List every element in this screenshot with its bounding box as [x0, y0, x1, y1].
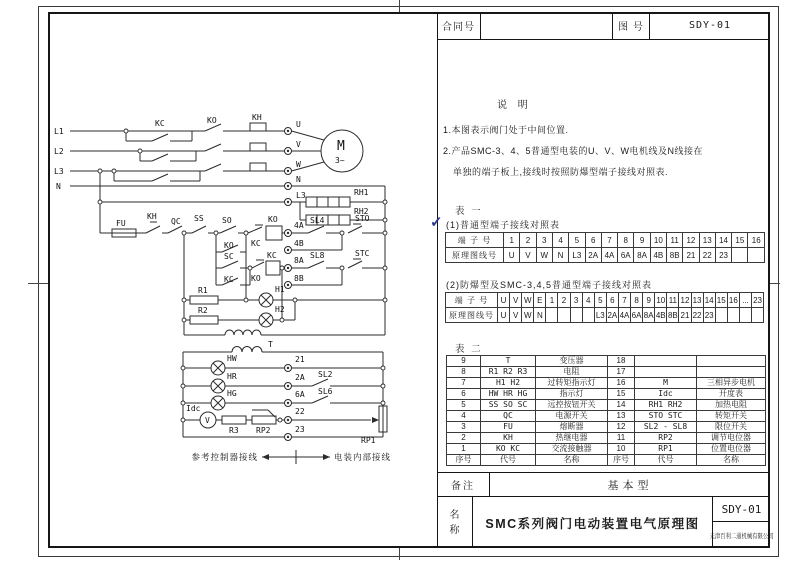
label-term-8b: 8B: [294, 274, 304, 283]
terminal-cell: W: [522, 293, 534, 308]
wire-cell: V: [510, 308, 522, 323]
code: R1 R2 R3: [481, 367, 536, 378]
terminal-cell: E: [534, 293, 546, 308]
label-kc-coil: KC: [267, 251, 277, 260]
wire-cell: 4B: [655, 308, 667, 323]
component-list-table: [446, 355, 766, 466]
seq-no: 15: [608, 389, 635, 400]
name-row: [437, 497, 774, 548]
secondary-circuit-box: [183, 352, 383, 437]
wire-cell: 22: [691, 308, 703, 323]
terminal-table-explosionproof: [445, 292, 764, 323]
registration-mark-right: [770, 283, 780, 284]
terminal-cell: 8: [618, 233, 634, 248]
wire-cell: 8B: [667, 308, 679, 323]
terminal-cell: 16: [727, 293, 739, 308]
ko-coil: [266, 226, 282, 240]
code: [635, 367, 697, 378]
label-term-4b: 4B: [294, 239, 304, 248]
component-row: [447, 367, 766, 378]
wiring: [70, 123, 387, 464]
terminal-cell: 15: [715, 293, 727, 308]
wire-cell: [751, 308, 763, 323]
hw-lamp-cross: [213, 363, 223, 373]
label-term-23: 23: [295, 425, 305, 434]
terminal-cell: 5: [594, 293, 606, 308]
ko-contact-2: [205, 144, 221, 151]
footer-label: 代号: [635, 455, 697, 466]
wire-cell: 4A: [618, 308, 630, 323]
code: SL2 - SL8: [635, 422, 697, 433]
drawing-no-value: SDY-01: [688, 20, 732, 31]
row-label: 原理图线号: [446, 248, 504, 263]
kc-interlock-contact: [248, 225, 263, 233]
wire-cell: 4A: [601, 248, 617, 263]
terminal-cell: 1: [546, 293, 558, 308]
terminal-cell: 13: [699, 233, 715, 248]
seq-no: 10: [608, 444, 635, 455]
seq-no: 4: [447, 411, 481, 422]
terminal-cell: 10: [650, 233, 666, 248]
component-name: 指示灯: [536, 389, 608, 400]
label-ko-bank: KO: [207, 116, 217, 125]
contract-no-value: [481, 12, 613, 39]
label-sl2: SL2: [318, 370, 333, 379]
label-idc: Idc: [186, 404, 201, 413]
wire-cell: 23: [715, 248, 731, 263]
seq-no: 5: [447, 400, 481, 411]
rh1-segments: [317, 197, 339, 207]
sl6-contact: [312, 396, 328, 403]
label-qc: QC: [171, 217, 181, 226]
code: T: [481, 356, 536, 367]
wire-cell: 2A: [585, 248, 601, 263]
wire-cell: 8B: [667, 248, 683, 263]
kh-nc-contact: [146, 222, 160, 233]
terminal-cell: 5: [569, 233, 585, 248]
terminal-cell: 7: [601, 233, 617, 248]
wire-cell: 8A: [634, 248, 650, 263]
wire-cell: [748, 248, 765, 263]
label-term-4a: 4A: [294, 221, 304, 230]
terminal-cell: 10: [655, 293, 667, 308]
contract-no-label: 合同号: [437, 12, 481, 39]
label-r1: R1: [198, 286, 208, 295]
ss-contact: [192, 226, 206, 233]
label-sl6: SL6: [318, 387, 333, 396]
table1-title: 表 一: [455, 206, 483, 217]
row-label: 端 子 号: [446, 293, 498, 308]
terminal-cell: 14: [715, 233, 731, 248]
component-name: [697, 367, 766, 378]
component-name: 热继电器: [536, 433, 608, 444]
ko-contact-3: [205, 164, 221, 171]
note-line-3: 单独的端子板上,接线时按照防爆型端子接线对照表.: [453, 167, 669, 177]
label-h2: H2: [275, 305, 285, 314]
row-label: 原理图线号: [446, 308, 498, 323]
schematic-labels: [54, 113, 391, 462]
kc-contact-1: [126, 131, 192, 141]
terminal-cell: 13: [691, 293, 703, 308]
terminal-cell: 8: [631, 293, 643, 308]
code: Idc: [635, 389, 697, 400]
terminal-cell: 23: [751, 293, 763, 308]
qc-contact: [168, 226, 182, 233]
kh-heater-1: [250, 123, 266, 131]
terminal-cell: 12: [683, 233, 699, 248]
wire-cell: 8A: [643, 308, 655, 323]
label-kh-contact: KH: [147, 212, 157, 221]
label-l1: L1: [54, 127, 64, 136]
code: H1 H2: [481, 378, 536, 389]
so-contact: [220, 226, 236, 233]
terminal-number-row: [446, 293, 764, 308]
label-term-21: 21: [295, 355, 305, 364]
code: KO KC: [481, 444, 536, 455]
legend-left-text: 参考控制器接线: [191, 452, 258, 462]
legend-right-text: 电装内部接线: [334, 452, 392, 462]
rp2-potentiometer: [252, 416, 276, 424]
label-n: N: [56, 182, 61, 191]
label-term-l3: L3: [296, 191, 306, 200]
component-name: 加热电阻: [697, 400, 766, 411]
notes-block: [443, 120, 703, 183]
remark-label: 备注: [437, 473, 490, 496]
code: RP1: [635, 444, 697, 455]
label-kc-aux: KC: [224, 275, 234, 284]
name-label-text: 名称: [449, 509, 460, 536]
kh-heater-2: [250, 143, 266, 151]
hr-lamp-cross: [213, 381, 223, 391]
remark-value: 基本型: [607, 479, 653, 492]
label-l2: L2: [54, 147, 64, 156]
seq-no: 7: [447, 378, 481, 389]
terminal-cell: 4: [582, 293, 594, 308]
component-name: 开度表: [697, 389, 766, 400]
wire-cell: [582, 308, 594, 323]
component-name: 限位开关: [697, 422, 766, 433]
component-name: 三相异步电机: [697, 378, 766, 389]
wire-cell: L3: [569, 248, 585, 263]
code: STO STC: [635, 411, 697, 422]
label-rh1: RH1: [354, 188, 369, 197]
seq-no: 8: [447, 367, 481, 378]
wire-cell: 6A: [618, 248, 634, 263]
transformer-primary-winding: [225, 330, 261, 335]
code: RH1 RH2: [635, 400, 697, 411]
label-rp2: RP2: [256, 426, 271, 435]
wire-cell: 22: [699, 248, 715, 263]
terminal-number-row: [446, 233, 765, 248]
code: [635, 356, 697, 367]
label-kh-heaters: KH: [252, 113, 262, 122]
terminal-cell: V: [510, 293, 522, 308]
label-so: SO: [222, 216, 232, 225]
wire-cell: W: [522, 308, 534, 323]
component-row: [447, 356, 766, 367]
code: HW HR HG: [481, 389, 536, 400]
component-row: [447, 444, 766, 455]
label-ss: SS: [194, 214, 204, 223]
wire-cell: [558, 308, 570, 323]
wire-cell: 4B: [650, 248, 666, 263]
seq-no: 11: [608, 433, 635, 444]
r3-resistor: [222, 416, 246, 424]
wire-cell: [570, 308, 582, 323]
terminal-cell: 3: [570, 293, 582, 308]
drawing-title: SMC系列阀门电动装置电气原理图: [473, 497, 713, 548]
legend-arrow-left: [262, 454, 269, 460]
drawing-number: SDY-01: [713, 497, 770, 522]
seq-no: 3: [447, 422, 481, 433]
component-name: 变压器: [536, 356, 608, 367]
kc-contact-3: [114, 171, 200, 181]
label-hg: HG: [227, 389, 237, 398]
legend-arrow-right: [323, 454, 330, 460]
component-name: 转矩开关: [697, 411, 766, 422]
note-line-1: 1.本图表示阀门处于中间位置.: [443, 125, 569, 135]
wire-cell: 6A: [631, 308, 643, 323]
r1-resistor: [190, 296, 218, 304]
terminal-cell: 6: [606, 293, 618, 308]
wire-cell: U: [504, 248, 520, 263]
rp1-wiper-arrowhead: [372, 417, 379, 423]
table1-sub2-title: (2)防爆型及SMC-3,4,5普通型端子接线对照表: [446, 280, 653, 290]
seq-no: 2: [447, 433, 481, 444]
component-name: 过转矩指示灯: [536, 378, 608, 389]
component-name: 交流接触器: [536, 444, 608, 455]
label-transformer: T: [268, 340, 273, 349]
label-rp1: RP1: [361, 436, 376, 445]
label-l3: L3: [54, 167, 64, 176]
label-motor-phase: 3~: [335, 156, 345, 165]
footer-label: 序号: [447, 455, 481, 466]
component-row: [447, 433, 766, 444]
component-row: [447, 422, 766, 433]
label-sl4: SL4: [310, 216, 325, 225]
table2-footer-row: [447, 455, 766, 466]
drawing-no-label: 图 号: [613, 12, 650, 39]
sl8-contact: [308, 261, 324, 268]
wire-cell: U: [498, 308, 510, 323]
code: RP2: [635, 433, 697, 444]
wire-cell: [739, 308, 751, 323]
wire-cell: 21: [679, 308, 691, 323]
component-name: 熔断器: [536, 422, 608, 433]
kc-contact-2: [140, 151, 196, 161]
company-name: 天津百利二通机械有限公司: [709, 532, 774, 540]
label-ko-interlock: KO: [251, 274, 261, 283]
terminal-cell: 4: [552, 233, 568, 248]
wire-cell: [546, 308, 558, 323]
terminal-cell: 11: [667, 293, 679, 308]
label-sc: SC: [224, 252, 234, 261]
terminal-cell: 9: [643, 293, 655, 308]
component-name: 远控按钮开关: [536, 400, 608, 411]
seq-no: 13: [608, 411, 635, 422]
terminal-cell: 12: [679, 293, 691, 308]
footer-label: 名称: [536, 455, 608, 466]
terminal-cell: 16: [748, 233, 765, 248]
wire-cell: N: [534, 308, 546, 323]
table2-title: 表 二: [455, 344, 483, 355]
seq-no: 18: [608, 356, 635, 367]
code: KH: [481, 433, 536, 444]
component-row: [447, 389, 766, 400]
component-name: [697, 356, 766, 367]
component-name: 调节电位器: [697, 433, 766, 444]
l3-feed-rail: [100, 171, 285, 233]
label-fu: FU: [116, 219, 126, 228]
terminal-cell: 14: [703, 293, 715, 308]
label-term-6a: 6A: [295, 390, 305, 399]
label-hr: HR: [227, 372, 237, 381]
junction-nodes: [98, 129, 387, 422]
terminal-cell: U: [498, 293, 510, 308]
wire-cell: 2A: [606, 308, 618, 323]
terminal-table-standard: [445, 232, 765, 263]
kc-coil: [266, 261, 280, 275]
footer-label: 序号: [608, 455, 635, 466]
sc-contact-row: [216, 261, 248, 268]
component-row: [447, 400, 766, 411]
label-sto: STO: [355, 214, 370, 223]
seq-no: 12: [608, 422, 635, 433]
label-kc-interlock: KC: [251, 239, 261, 248]
name-label: [437, 497, 473, 548]
code: FU: [481, 422, 536, 433]
kh-heater-3: [250, 163, 266, 171]
label-hw: HW: [227, 354, 237, 363]
terminal-cell: 2: [558, 293, 570, 308]
wire-number-row: [446, 248, 765, 263]
code: M: [635, 378, 697, 389]
label-term-n: N: [296, 175, 301, 184]
r2-resistor: [190, 316, 218, 324]
label-kc-bank: KC: [155, 119, 165, 128]
code: SS SO SC: [481, 400, 536, 411]
blue-check-icon: ✓: [430, 214, 443, 231]
component-name: 位置电位器: [697, 444, 766, 455]
stc-contact: [348, 259, 362, 268]
seq-no: 6: [447, 389, 481, 400]
terminal-cell: 3: [536, 233, 552, 248]
label-motor: M: [337, 139, 345, 154]
footer-label: 代号: [481, 455, 536, 466]
seq-no: 9: [447, 356, 481, 367]
notes-title: 说 明: [497, 100, 532, 111]
wire-cell: W: [536, 248, 552, 263]
terminal-cell: 15: [732, 233, 748, 248]
h1-lamp-cross: [261, 295, 271, 305]
terminal-cell: 7: [618, 293, 630, 308]
transformer-secondary-winding: [232, 347, 262, 353]
footer-label: 名称: [697, 455, 766, 466]
seq-no: 14: [608, 400, 635, 411]
title-block-right: [709, 497, 774, 548]
label-r2: R2: [198, 306, 208, 315]
terminal-cell: 11: [667, 233, 683, 248]
hg-lamp-cross: [213, 398, 223, 408]
label-term-2a: 2A: [295, 373, 305, 382]
row-label: 端 子 号: [446, 233, 504, 248]
terminal-cell: 2: [520, 233, 536, 248]
remark-row: [437, 472, 770, 497]
note-line-2: 2.产品SMC-3、4、5普通型电装的U、V、W电机线及N线接在: [443, 146, 704, 156]
wire-cell: 23: [703, 308, 715, 323]
wire-cell: [732, 248, 748, 263]
seq-no: 17: [608, 367, 635, 378]
wire-cell: L3: [594, 308, 606, 323]
code: QC: [481, 411, 536, 422]
component-row: [447, 411, 766, 422]
h2-lamp-cross: [261, 315, 271, 325]
ko-contact-1: [205, 124, 221, 131]
wire-cell: V: [520, 248, 536, 263]
component-name: 电阻: [536, 367, 608, 378]
ko-interlock-contact: [252, 260, 264, 268]
table1-sub1-title: (1)普通型端子接线对照表: [446, 220, 561, 230]
label-h1: H1: [275, 285, 285, 294]
wire-cell: [727, 308, 739, 323]
label-stc: STC: [355, 249, 370, 258]
label-voltmeter: V: [205, 416, 210, 425]
label-term-v: V: [296, 140, 301, 149]
label-ko-aux: KO: [224, 241, 234, 250]
wire-cell: N: [552, 248, 568, 263]
terminal-cell: 6: [585, 233, 601, 248]
terminal-cell: ...: [739, 293, 751, 308]
seq-no: 1: [447, 444, 481, 455]
label-term-22: 22: [295, 407, 305, 416]
label-r3: R3: [229, 426, 239, 435]
legend-line: [262, 450, 330, 464]
seq-no: 16: [608, 378, 635, 389]
wire-cell: [715, 308, 727, 323]
wire-number-row: [446, 308, 764, 323]
label-term-u: U: [296, 120, 301, 129]
title-strip: [437, 12, 770, 40]
label-term-w: W: [296, 160, 301, 169]
sl4-contact: [308, 226, 324, 233]
terminal-cell: 9: [634, 233, 650, 248]
sl2-contact: [312, 379, 328, 386]
label-term-8a: 8A: [294, 256, 304, 265]
wire-cell: 21: [683, 248, 699, 263]
label-ko-coil: KO: [268, 215, 278, 224]
label-sl8: SL8: [310, 251, 325, 260]
terminal-cell: 1: [504, 233, 520, 248]
label-rh2: RH2: [354, 207, 369, 216]
component-row: [447, 378, 766, 389]
component-name: 电源开关: [536, 411, 608, 422]
